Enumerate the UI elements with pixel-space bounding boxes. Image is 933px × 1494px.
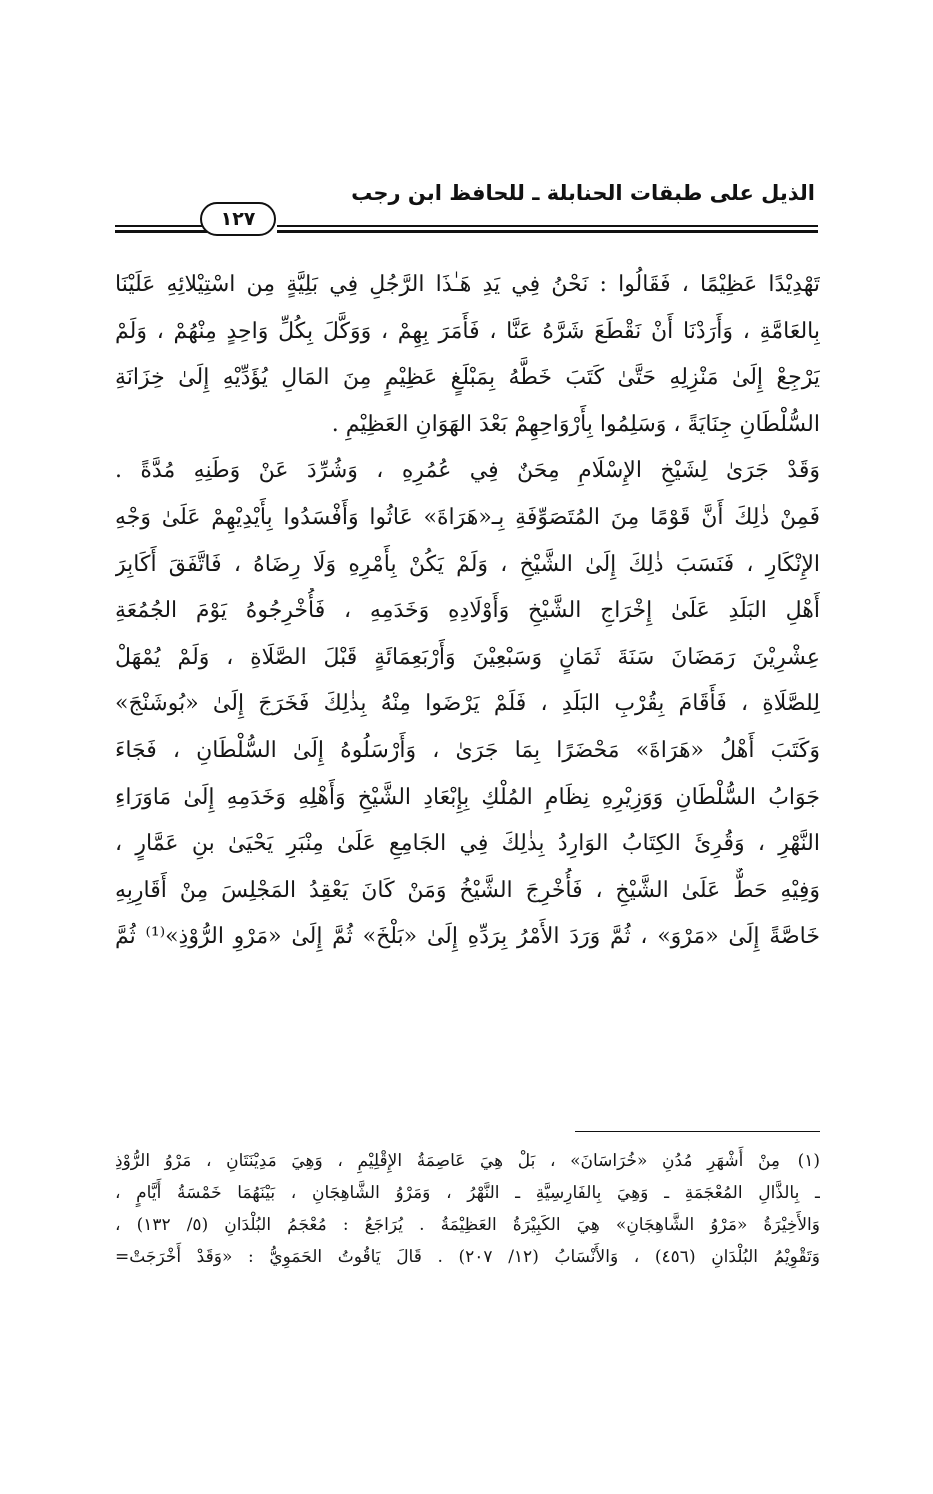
header-rule-left-thin <box>115 225 207 227</box>
text-line: خَاصَّةً إِلَىٰ «مَرْوَ» ، ثُمَّ وَرَدَ الأَمْرُ بِرَدِّهِ إِلَىٰ «بَلْخَ» ثُمَّ إِلَىٰ «مَرْوِ الرُّوْذِ»⁽¹⁾ ثُمَّ <box>115 924 820 950</box>
header-rule-right-thin <box>277 225 818 227</box>
footnote-line: ـ بِالذَّالِ المُعْجَمَةِ ـ وَهِيَ بِالفَارِسِيَّةِ ـ النَّهْرُ ، وَمَرْوُ الشَّاهِجَانِ ، بَيْنَهُمَا خَمْسَةُ أَيَّامٍ ، <box>115 1183 820 1203</box>
text-line: جَوَابُ السُّلْطَانِ وَوَزِيْرِهِ نِظَامِ المُلْكِ بِإِبْعَادِ الشَّيْخِ وَأَهْلِهِ وَخَدَمِهِ إِلَىٰ مَاوَرَاءِ <box>115 784 820 810</box>
page-number: ١٢٧ <box>200 202 276 236</box>
text-line: بِالعَامَّةِ ، وَأَرَدْنَا أَنْ نَقْطَعَ شَرَّهُ عَنَّا ، فَأَمَرَ بِهِمْ ، وَوَكَّلَ بِكُلِّ وَاحِدٍ مِنْهُمْ ، وَلَمْ <box>115 318 820 344</box>
running-header-title: الذيل على طبقات الحنابلة ـ للحافظ ابن رجب <box>351 181 815 205</box>
footnote-line: وَتَقْوِيْمُ البُلْدَانِ (٤٥٦) ، وَالأَنْسَابُ (١٢/ ٢٠٧) . قَالَ يَاقُوتُ الحَمَوِيُّ : «وَقَدْ أَخْرَجَتْ= <box>115 1247 820 1267</box>
text-line: وَكَتَبَ أَهْلُ «هَرَاةَ» مَحْضَرًا بِمَا جَرَىٰ ، وَأَرْسَلُوهُ إِلَىٰ السُّلْطَانِ ، فَجَاءَ <box>115 737 820 763</box>
text-line: وَقَدْ جَرَىٰ لِشَيْخِ الإِسْلَامِ مِحَنٌ فِي عُمُرِهِ ، وَشُرِّدَ عَنْ وَطَنِهِ مُدَّةً . <box>115 458 820 484</box>
text-line: أَهْلِ البَلَدِ عَلَىٰ إِخْرَاجِ الشَّيْخِ وَأَوْلَادِهِ وَخَدَمِهِ ، فَأُخْرِجُوهُ يَوْمَ الجُمُعَةِ <box>115 598 820 624</box>
text-line: عِشْرِيْنَ رَمَضَانَ سَنَةَ ثَمَانٍ وَسَبْعِيْنَ وَأَرْبَعِمَائَةٍ قَبْلَ الصَّلَاةِ ، وَلَمْ يُمْهَلْ <box>115 644 820 670</box>
text-line: النَّهْرِ ، وَقُرِئَ الكِتَابُ الوَارِدُ بِذٰلِكَ فِي الجَامِعِ عَلَىٰ مِنْبَرِ يَحْيَىٰ بنِ عَمَّارٍ ، <box>115 831 820 857</box>
footnote-line: وَالأَخِيْرَةُ «مَرْوُ الشَّاهِجَانِ» هِيَ الكَبِيْرَةُ العَظِيْمَةُ . يُرَاجَعُ : مُعْجَمُ البُلْدَانِ (٥/ ١٣٢) ، <box>115 1215 820 1235</box>
text-line: فَمِنْ ذٰلِكَ أَنَّ قَوْمًا مِنَ المُتَصَوِّفَةِ بِـ«هَرَاةَ» عَاثُوا وَأَفْسَدُوا بِأَيْدِيْهِمْ عَلَىٰ وَجْهِ <box>115 504 820 530</box>
footnote-separator <box>575 1131 820 1132</box>
text-line: لِلصَّلَاةِ ، فَأَقَامَ بِقُرْبِ البَلَدِ ، فَلَمْ يَرْضَوا مِنْهُ بِذٰلِكَ فَخَرَجَ إِلَىٰ «بُوشَنْجَ» <box>115 691 820 717</box>
text-line: وَفِيْهِ حَطٌّ عَلَىٰ الشَّيْخِ ، فَأُخْرِجَ الشَّيْخُ وَمَنْ كَانَ يَعْقِدُ المَجْلِسَ مِنْ أَقَارِبِهِ <box>115 877 820 903</box>
text-line: يَرْجِعْ إِلَىٰ مَنْزِلِهِ حَتَّىٰ كَتَبَ خَطَّهُ بِمَبْلَغٍ عَظِيْمٍ مِنَ المَالِ يُؤَدِّيْهِ إِلَىٰ خِزَانَةِ <box>115 365 820 391</box>
text-line: الإِنْكَارِ ، فَنَسَبَ ذٰلِكَ إِلَىٰ الشَّيْخِ ، وَلَمْ يَكُنْ بِأَمْرِهِ وَلَا رِضَاهُ ، فَاتَّفَقَ أَكَابِرَ <box>115 551 820 577</box>
text-line: تَهْدِيْدًا عَظِيْمًا ، فَقَالُوا : نَحْنُ فِي يَدِ هَـٰذَا الرَّجُلِ فِي بَلِيَّةٍ مِن اسْتِيْلائِهِ عَلَيْنَا <box>115 272 820 297</box>
header-rule-right-thick <box>277 230 818 233</box>
text-line: السُّلْطَانِ جِنَايَةً ، وَسَلِمُوا بِأَرْوَاحِهِمْ بَعْدَ الهَوَانِ العَظِيْمِ . <box>331 411 820 437</box>
footnote-line <box>115 1145 820 1177</box>
main-text <box>115 262 820 961</box>
footnote-text: مِنْ أَشْهَرِ مُدُنِ «خُرَاسَانَ» ، بَلْ هِيَ عَاصِمَةُ الإِقْلِيْمِ ، وَهِيَ مَدِيْنَتَانِ ، مَرْوُ الرُّوْذِ <box>115 1151 780 1171</box>
footnote-marker: (١) <box>797 1151 820 1171</box>
header-rule-left-thick <box>115 230 207 233</box>
footnotes <box>115 1145 820 1273</box>
